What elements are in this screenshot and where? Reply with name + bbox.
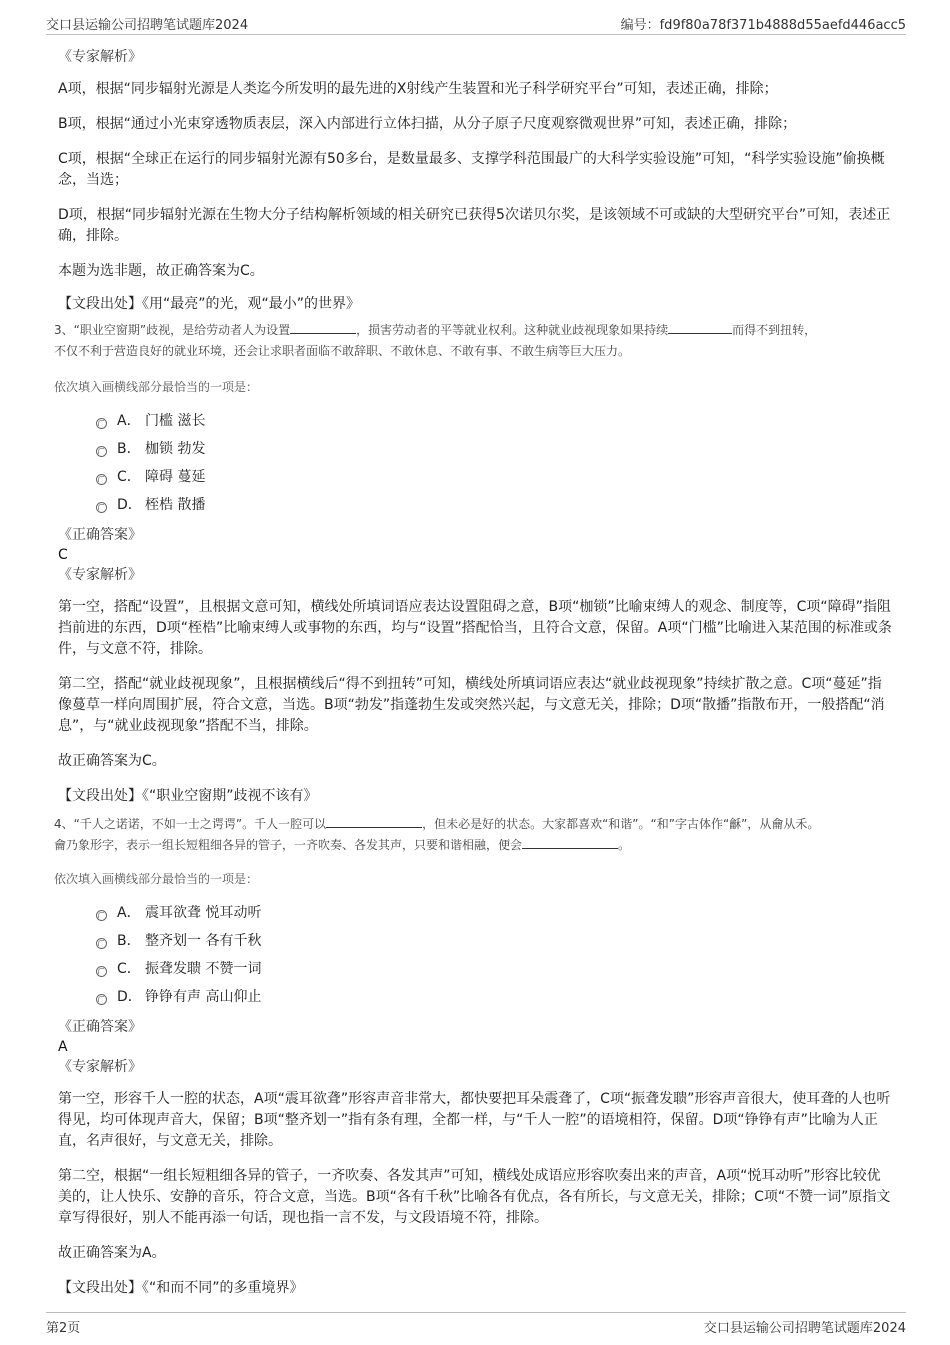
analysis-paragraph: B项，根据“通过小光束穿透物质表层，深入内部进行立体扫描，从分子原子尺度观察微观世界”可知，表述正确，排除； bbox=[58, 116, 797, 132]
page-number: 第2页 bbox=[46, 1321, 81, 1336]
header-title: 交口县运输公司招聘笔试题库2024 bbox=[46, 18, 249, 33]
correct-answer: A bbox=[58, 1039, 68, 1055]
option-letter: A． bbox=[117, 905, 141, 921]
footer-title: 交口县运输公司招聘笔试题库2024 bbox=[703, 1321, 906, 1336]
document-body bbox=[54, 47, 894, 1298]
question-text-part: ，损害劳动者的平等就业权利。这种就业歧视现象如果持续 bbox=[356, 323, 669, 337]
answer-label: 《正确答案》 bbox=[58, 1019, 142, 1035]
question-text-part: 3、“职业空窗期”歧视，是给劳动者人为设置 bbox=[54, 323, 291, 337]
q4-options bbox=[96, 899, 894, 1011]
option-a[interactable] bbox=[96, 407, 894, 435]
source-citation: 【文段出处】《用“最亮”的光，观“最小”的世界》 bbox=[58, 296, 361, 312]
fill-blank bbox=[326, 815, 422, 828]
option-c[interactable] bbox=[96, 955, 894, 983]
header-doc-id: 编号：fd9f80a78f371b4888d55aefd446acc5 bbox=[620, 18, 906, 33]
question-3-text bbox=[54, 320, 894, 362]
option-letter: A． bbox=[117, 413, 141, 429]
radio-icon[interactable] bbox=[96, 966, 107, 977]
correct-answer: C bbox=[58, 547, 68, 563]
option-text: 振聋发聩 不赞一词 bbox=[145, 961, 262, 977]
fill-blank bbox=[668, 321, 732, 334]
radio-icon[interactable] bbox=[96, 418, 107, 429]
radio-icon[interactable] bbox=[96, 502, 107, 513]
analysis-paragraph: 第一空，形容千人一腔的状态，A项“震耳欲聋”形容声音非常大，都快要把耳朵震聋了，C项“振聋发聩”形容声音很大，使耳聋的人也听得见，均可体现声音大，保留；B项“整齐划一”指有条有理，全都一样，与“千人一腔”的语境相符，保留。D项“铮铮有声”比喻为人正直，名声很好，与文意无关，排除。 bbox=[58, 1091, 891, 1149]
option-letter: B． bbox=[117, 933, 141, 949]
analysis-conclusion: 本题为选非题，故正确答案为C。 bbox=[58, 263, 264, 279]
option-letter: D． bbox=[117, 497, 142, 513]
option-c[interactable] bbox=[96, 463, 894, 491]
radio-icon[interactable] bbox=[96, 994, 107, 1005]
option-text: 障碍 蔓延 bbox=[145, 469, 206, 485]
option-text: 整齐划一 各有千秋 bbox=[145, 933, 262, 949]
option-letter: C． bbox=[117, 961, 141, 977]
analysis-paragraph: 第二空，搭配“就业歧视现象”，且根据横线后“得不到扭转”可知，横线处所填词语应表达“就业歧视现象”持续扩散之意。C项“蔓延”指像蔓草一样向周围扩展，符合文意，当选。B项“勃发”指蓬勃生发或突然兴起，与文意无关，排除；D项“散播”指散布开，一般搭配“消息”，与“就业歧视现象”搭配不当，排除。 bbox=[58, 676, 885, 734]
option-letter: C． bbox=[117, 469, 141, 485]
question-text-part: 4、“千人之诺诺，不如一士之谔谔”。千人一腔可以 bbox=[54, 817, 327, 831]
source-citation: 【文段出处】《“职业空窗期”歧视不该有》 bbox=[58, 788, 318, 804]
option-d[interactable] bbox=[96, 491, 894, 519]
option-text: 桎梏 散播 bbox=[145, 497, 206, 513]
question-text-part: 而得不到扭转， bbox=[732, 323, 817, 337]
radio-icon[interactable] bbox=[96, 446, 107, 457]
analysis-label: 《专家解析》 bbox=[58, 567, 142, 583]
option-letter: D． bbox=[117, 989, 142, 1005]
question-4-text bbox=[54, 814, 894, 856]
option-b[interactable] bbox=[96, 435, 894, 463]
page-header bbox=[46, 14, 906, 35]
analysis-conclusion: 故正确答案为C。 bbox=[58, 753, 166, 769]
option-text: 枷锁 勃发 bbox=[145, 441, 206, 457]
answer-label: 《正确答案》 bbox=[58, 527, 142, 543]
analysis-paragraph: 第二空，根据“一组长短粗细各异的管子，一齐吹奏、各发其声”可知，横线处成语应形容吹奏出来的声音，A项“悦耳动听”形容比较优美的，让人快乐、安静的音乐，符合文意，当选。B项“各有千秋”比喻各有优点，各有所长，与文意无关，排除；C项“不赞一词”原指文章写得很好，别人不能再添一句话，现也指一言不发，与文段语境不符，排除。 bbox=[58, 1168, 891, 1226]
question-text-part: 不仅不利于营造良好的就业环境，还会让求职者面临不敢辞职、不敢休息、不敢有事、不敢生病等巨大压力。 bbox=[54, 344, 631, 358]
option-letter: B． bbox=[117, 441, 141, 457]
analysis-label: 《专家解析》 bbox=[58, 1059, 142, 1075]
option-d[interactable] bbox=[96, 983, 894, 1011]
option-text: 震耳欲聋 悦耳动听 bbox=[145, 905, 262, 921]
option-text: 门槛 滋长 bbox=[145, 413, 206, 429]
option-text: 铮铮有声 高山仰止 bbox=[145, 989, 262, 1005]
option-a[interactable] bbox=[96, 899, 894, 927]
radio-icon[interactable] bbox=[96, 910, 107, 921]
fill-blank bbox=[290, 321, 356, 334]
page-footer bbox=[46, 1312, 906, 1339]
option-b[interactable] bbox=[96, 927, 894, 955]
analysis-paragraph: C项，根据“全球正在运行的同步辐射光源有50多台，是数量最多、支撑学科范围最广的大科学实验设施”可知，“科学实验设施”偷换概念，当选； bbox=[58, 151, 885, 188]
radio-icon[interactable] bbox=[96, 474, 107, 485]
analysis-paragraph: 第一空，搭配“设置”，且根据文意可知，横线处所填词语应表达设置阻碍之意，B项“枷锁”比喻束缚人的观念、制度等，C项“障碍”指阻挡前进的东西，D项“桎梏”比喻束缚人或事物的东西，均与“设置”搭配恰当，且符合文意，保留。A项“门槛”比喻进入某范围的标准或条件，与文意不符，排除。 bbox=[58, 599, 892, 657]
analysis-conclusion: 故正确答案为A。 bbox=[58, 1245, 166, 1261]
analysis-paragraph: D项，根据“同步辐射光源在生物大分子结构解析领域的相关研究已获得5次诺贝尔奖，是该领域不可或缺的大型研究平台”可知，表述正确，排除。 bbox=[58, 207, 891, 244]
question-text-part: ，但未必是好的状态。大家都喜欢“和谐”。“和”字古体作“龢”，从龠从禾。 bbox=[422, 817, 820, 831]
question-instruction: 依次填入画横线部分最恰当的一项是： bbox=[54, 872, 259, 886]
q3-options bbox=[96, 407, 894, 519]
radio-icon[interactable] bbox=[96, 938, 107, 949]
fill-blank bbox=[522, 836, 618, 849]
question-instruction: 依次填入画横线部分最恰当的一项是： bbox=[54, 380, 259, 394]
analysis-paragraph: A项，根据“同步辐射光源是人类迄今所发明的最先进的X射线产生装置和光子科学研究平台”可知，表述正确，排除； bbox=[58, 81, 778, 97]
question-text-part: 。 bbox=[618, 838, 631, 852]
analysis-label: 《专家解析》 bbox=[58, 49, 142, 65]
source-citation: 【文段出处】《“和而不同”的多重境界》 bbox=[58, 1280, 304, 1296]
question-text-part: 龠乃象形字，表示一组长短粗细各异的管子，一齐吹奏、各发其声，只要和谐相融，便会 bbox=[54, 838, 523, 852]
